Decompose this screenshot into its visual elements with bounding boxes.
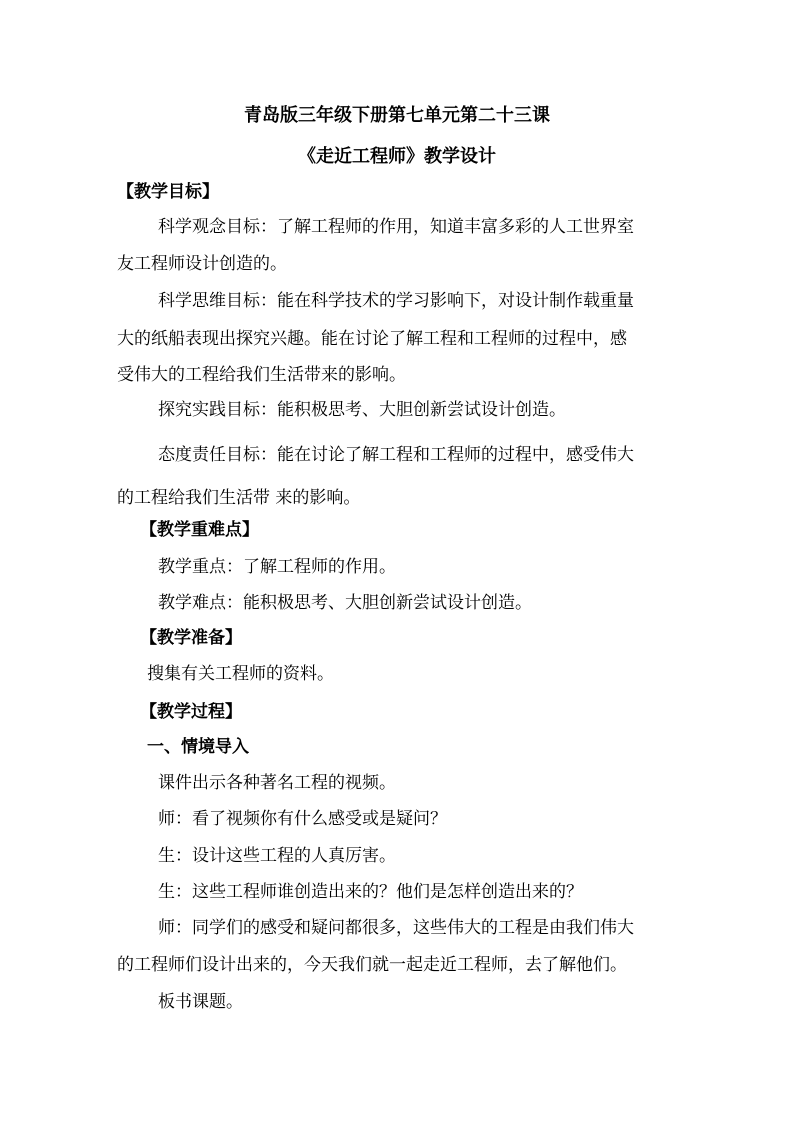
keypoint-line: 教学重点：了解工程师的作用。 bbox=[158, 557, 396, 577]
goal-attitude-line-2: 的工程给我们生活带 来的影响。 bbox=[117, 488, 361, 508]
goal-thinking-line-1: 科学思维目标：能在科学技术的学习影响下，对设计制作载重量 bbox=[158, 291, 634, 311]
prep-text: 搜集有关工程师的资料。 bbox=[147, 664, 334, 684]
goals-heading: 【教学目标】 bbox=[117, 182, 219, 202]
goal-concept-line-2: 友工程师设计创造的。 bbox=[117, 254, 287, 274]
process-paragraph-5-line-1: 师：同学们的感受和疑问都很多，这些伟大的工程是由我们伟大 bbox=[158, 918, 634, 938]
process-paragraph-1: 课件出示各种著名工程的视频。 bbox=[158, 773, 396, 793]
goal-practice-line: 探究实践目标：能积极思考、大胆创新尝试设计创造。 bbox=[158, 400, 566, 420]
keypoints-heading: 【教学重难点】 bbox=[140, 520, 259, 540]
goal-thinking-line-3: 受伟大的工程给我们生活带来的影响。 bbox=[117, 365, 406, 385]
document-title: 青岛版三年级下册第七单元第二十三课 bbox=[244, 105, 550, 126]
goal-thinking-line-2: 大的纸船表现出探究兴趣。能在讨论了解工程和工程师的过程中，感 bbox=[117, 329, 627, 349]
process-paragraph-2: 师：看了视频你有什么感受或是疑问？ bbox=[158, 809, 447, 829]
section-heading-1: 一、情境导入 bbox=[147, 737, 249, 757]
difficulty-line: 教学难点：能积极思考、大胆创新尝试设计创造。 bbox=[158, 593, 532, 613]
document-subtitle: 《走近工程师》教学设计 bbox=[298, 146, 496, 167]
process-paragraph-6: 板书课题。 bbox=[158, 992, 243, 1012]
process-paragraph-5-line-2: 的工程师们设计出来的，今天我们就一起走近工程师，去了解他们。 bbox=[117, 955, 627, 975]
process-paragraph-3: 生：设计这些工程的人真厉害。 bbox=[158, 846, 396, 866]
goal-attitude-line-1: 态度责任目标：能在讨论了解工程和工程师的过程中，感受伟大 bbox=[158, 445, 634, 465]
process-heading: 【教学过程】 bbox=[140, 702, 242, 722]
prep-heading: 【教学准备】 bbox=[140, 628, 242, 648]
goal-concept-line-1: 科学观念目标：了解工程师的作用，知道丰富多彩的人工世界室 bbox=[158, 217, 634, 237]
process-paragraph-4: 生：这些工程师谁创造出来的？他们是怎样创造出来的？ bbox=[158, 882, 583, 902]
